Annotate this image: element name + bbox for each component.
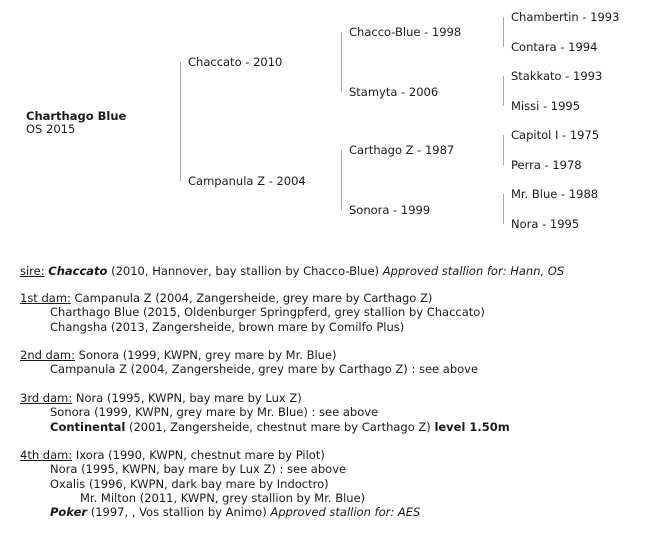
pedigree-dd-dam: Nora - 1995 [511, 217, 580, 231]
sire-label: sire: [20, 264, 45, 278]
dam4-offspring-2: Oxalis (1996, KWPN, dark bay mare by Indoctro) [50, 476, 329, 491]
dam4-stallion [20, 505, 420, 519]
dam3-label: 3rd dam: [20, 391, 73, 405]
dam3-highlight-details: (2001, Zangersheide, chestnut mare by Carthago Z) [125, 419, 435, 434]
sire-approved: Approved stallion for: Hann, OS [382, 264, 565, 278]
dam2-offspring-1: Campanula Z (2004, Zangersheide, grey mare by Carthago Z) : see above [50, 362, 479, 377]
pedigree-ss-dam: Contara - 1994 [511, 40, 598, 54]
dam4-section [20, 448, 420, 519]
pedigree-sire: Chaccato - 2010 [188, 55, 283, 69]
pedigree-sd-dam: Missi - 1995 [511, 99, 581, 113]
pedigree-sire-sire: Chacco-Blue - 1998 [349, 25, 462, 39]
dam4-offspring-1: Nora (1995, KWPN, bay mare by Lux Z) : see above [50, 462, 347, 477]
pedigree-dd-sire: Mr. Blue - 1988 [511, 187, 599, 201]
dam2-label: 2nd dam: [20, 348, 75, 362]
dam3-highlight-name: Continental [50, 419, 126, 434]
dam1-section [20, 291, 485, 334]
dam3-line: Nora (1995, KWPN, bay mare by Lux Z) [72, 391, 302, 405]
pedigree-sd-sire: Stakkato - 1993 [511, 69, 603, 83]
pedigree-ds-sire: Capitol I - 1975 [511, 128, 600, 142]
dam4-line: Ixora (1990, KWPN, chestnut mare by Pilot) [72, 448, 325, 462]
dam3-highlight-level: level 1.50m [434, 419, 510, 434]
dam2-line: Sonora (1999, KWPN, grey mare by Mr. Blue) [74, 348, 337, 362]
dam1-label: 1st dam: [20, 291, 71, 305]
subject-name: Charthago Blue [26, 109, 127, 123]
pedigree-dam-dam: Sonora - 1999 [349, 203, 431, 217]
dam4-grand-offspring: Mr. Milton (2011, KWPN, grey stallion by Mr. Blue) [80, 490, 366, 505]
sire-name: Chaccato [48, 264, 108, 278]
dam4-label: 4th dam: [20, 448, 73, 462]
dam4-stallion-details: (1997, , Vos stallion by Animo) [87, 505, 271, 520]
pedigree-connector-lines [0, 0, 670, 250]
dam4-stallion-name: Poker [50, 505, 88, 520]
dam1-line: Campanula Z (2004, Zangersheide, grey mare by Carthago Z) [70, 291, 433, 305]
pedigree-dam: Campanula Z - 2004 [188, 174, 306, 188]
sire-details: (2010, Hannover, bay stallion by Chacco-Blue) [107, 264, 383, 278]
pedigree-sire-dam: Stamyta - 2006 [349, 85, 439, 99]
pedigree-dam-sire: Carthago Z - 1987 [349, 143, 455, 157]
dam3-offspring-2 [20, 420, 510, 434]
sire-section [20, 264, 564, 278]
dam3-offspring-1: Sonora (1999, KWPN, grey mare by Mr. Blue) : see above [50, 405, 379, 420]
dam2-section [20, 348, 478, 377]
dam1-offspring-1: Charthago Blue (2015, Oldenburger Springpferd, grey stallion by Chaccato) [50, 305, 485, 320]
dam4-stallion-approved: Approved stallion for: AES [270, 505, 421, 520]
subject-subtitle: OS 2015 [26, 122, 76, 136]
dam1-offspring-2: Changsha (2013, Zangersheide, brown mare by Comilfo Plus) [50, 319, 405, 334]
pedigree-ds-dam: Perra - 1978 [511, 158, 582, 172]
pedigree-ss-sire: Chambertin - 1993 [511, 10, 620, 24]
dam3-section [20, 391, 510, 434]
